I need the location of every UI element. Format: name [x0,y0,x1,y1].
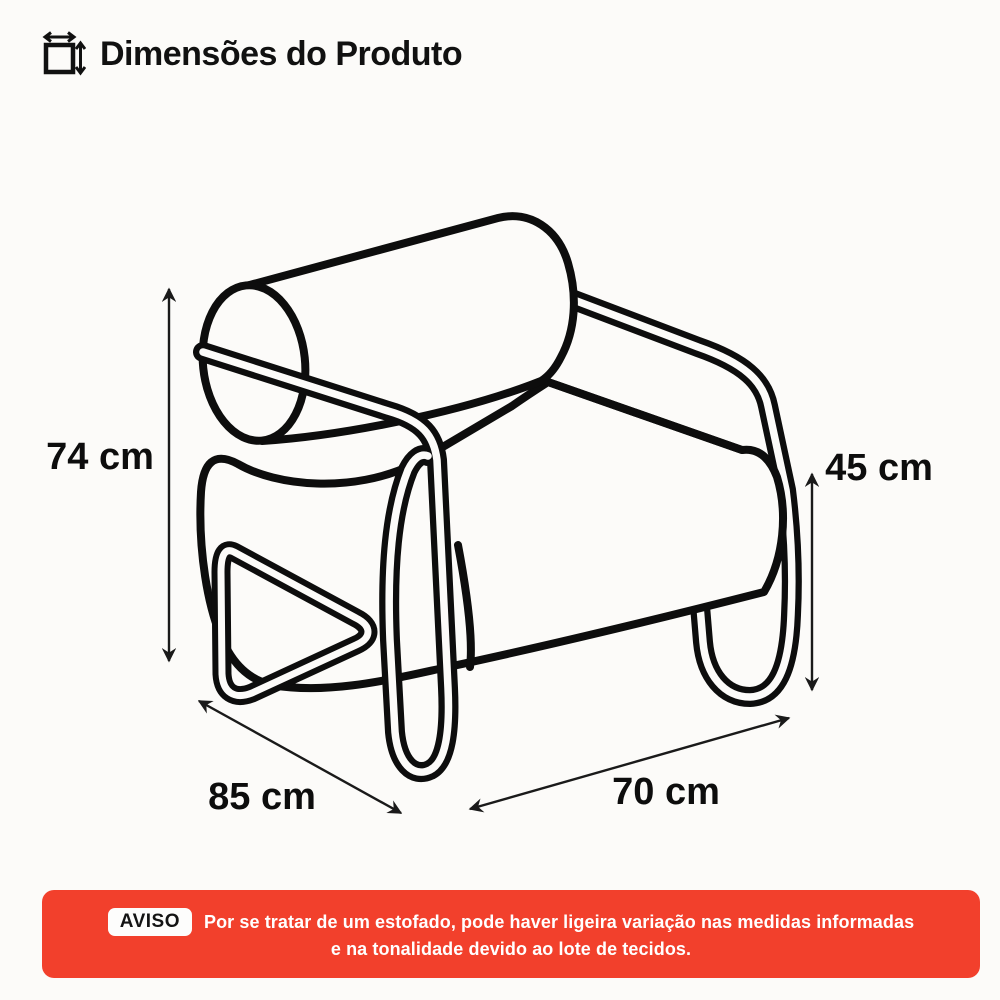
armchair-drawing [195,216,792,772]
warning-line-2 [331,939,691,960]
warning-line-1 [108,908,914,936]
warning-text-line2: e na tonalidade devido ao lote de tecidos. [330,939,692,959]
seat-height-label: 45 cm [825,447,933,489]
warning-banner [42,890,980,978]
warning-badge: AVISO [108,908,192,936]
page-title: Dimensões do Produto [100,34,463,73]
depth-label: 85 cm [208,776,316,818]
width-label: 70 cm [612,771,720,813]
warning-text-line1: Por se tratar de um estofado, pode haver ligeira variação nas medidas informadas [203,911,915,932]
height-label: 74 cm [46,436,154,478]
